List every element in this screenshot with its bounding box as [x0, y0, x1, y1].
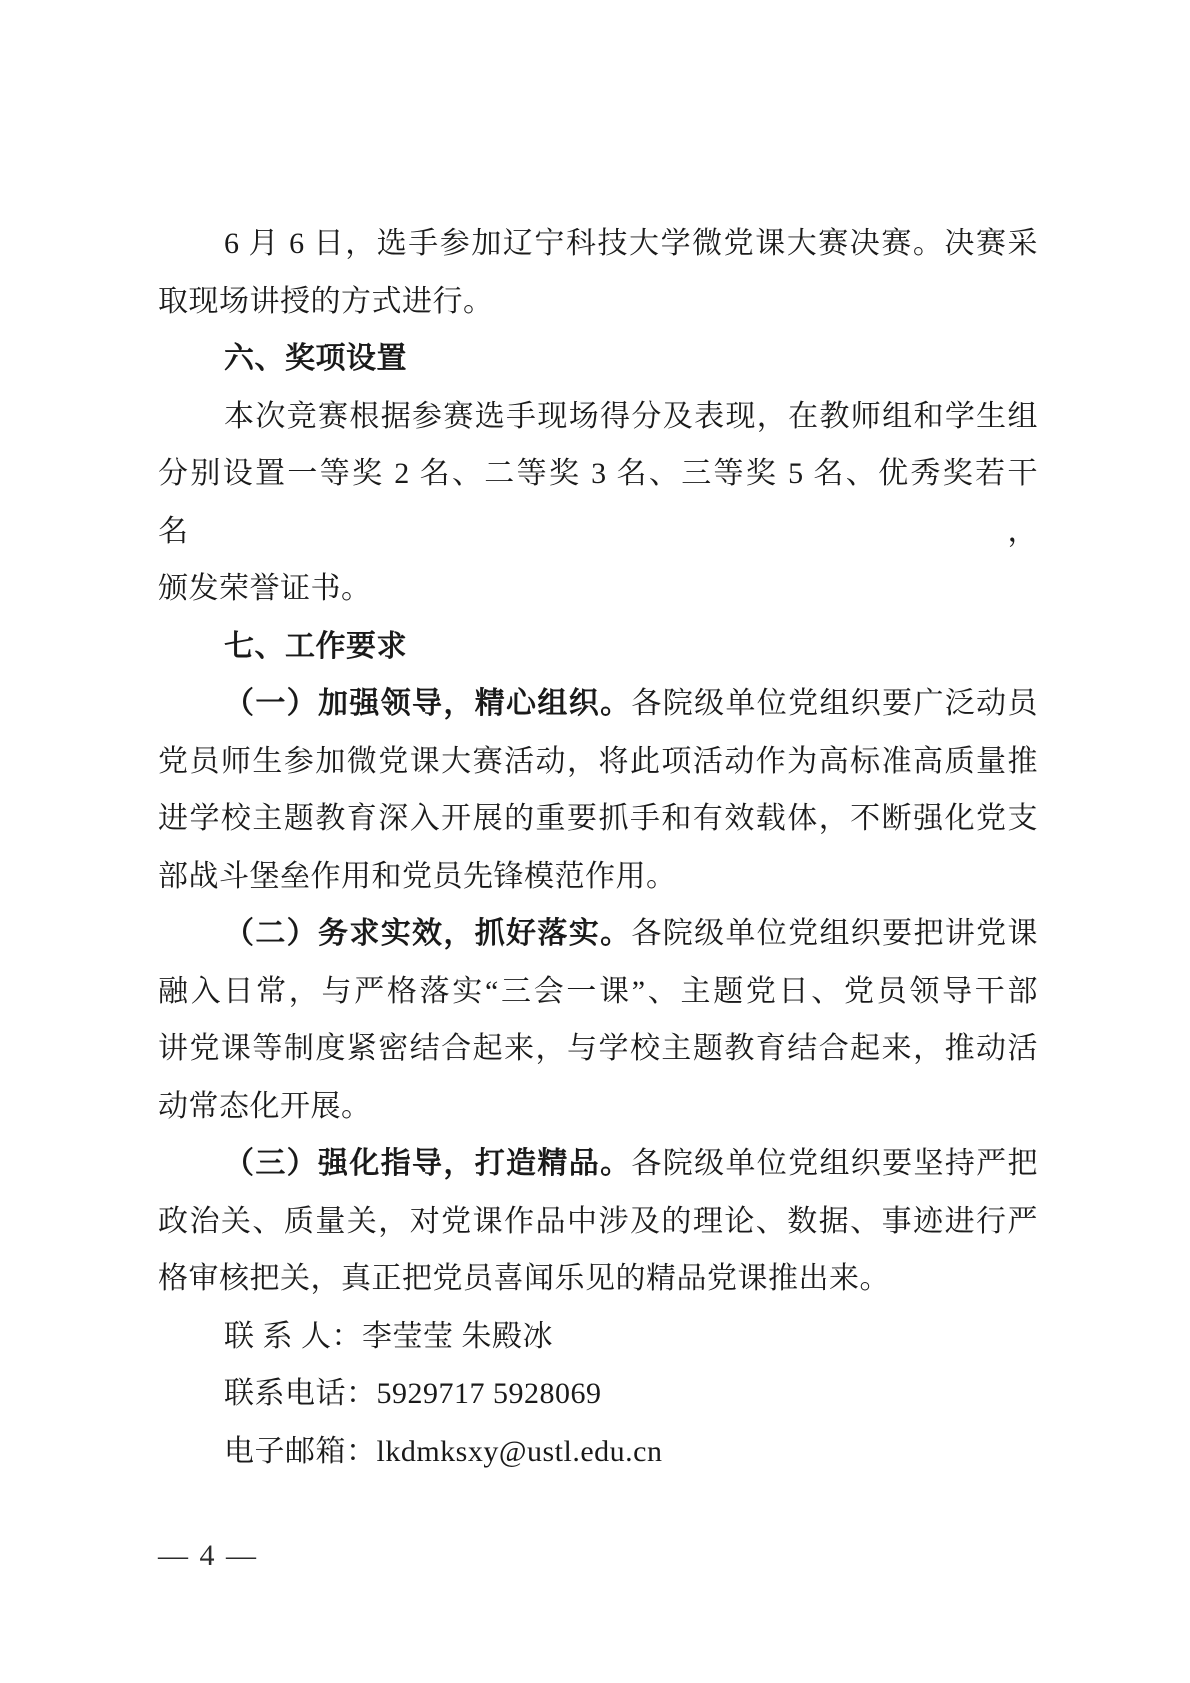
- text-segment: 党员师生参加微党课大赛活动，将此项活动作为高标准高质量推: [158, 744, 1038, 778]
- text-line: [158, 618, 1038, 676]
- bold-text-segment: （三）强化指导，打造精品。: [224, 1147, 632, 1180]
- paragraph: [158, 905, 1038, 1135]
- text-segment: 进学校主题教育深入开展的重要抓手和有效载体，不断强化党支: [158, 802, 1038, 835]
- section-heading: [158, 618, 1038, 676]
- text-line: [158, 1250, 1038, 1308]
- text-line: [158, 1308, 1038, 1366]
- text-segment: 各院级单位党组织要坚持严把: [631, 1147, 1039, 1180]
- text-line: [158, 560, 1038, 618]
- text-line: [158, 388, 1038, 446]
- document-body: [158, 215, 1038, 1480]
- text-segment: 取现场讲授的方式进行。: [158, 284, 494, 318]
- text-segment: 讲党课等制度紧密结合起来，与学校主题教育结合起来，推动活: [158, 1032, 1038, 1065]
- text-line: [158, 1423, 1038, 1481]
- text-line: [158, 905, 1038, 963]
- text-line: [158, 1135, 1038, 1193]
- bold-text-segment: （二）务求实效，抓好落实。: [224, 917, 632, 950]
- paragraph: [158, 215, 1038, 330]
- contact-line: [158, 1423, 1038, 1481]
- contact-line: [158, 1365, 1038, 1423]
- text-segment: 联系电话：5929717 5928069: [224, 1377, 602, 1410]
- text-segment: 本次竞赛根据参赛选手现场得分及表现，在教师组和学生组: [224, 399, 1038, 433]
- text-line: [158, 330, 1038, 388]
- page-number: — 4 —: [158, 1539, 258, 1572]
- text-line: [158, 848, 1038, 906]
- text-line: [158, 963, 1038, 1021]
- text-segment: 分别设置一等奖 2 名、二等奖 3 名、三等奖 5 名、优秀奖若干名，: [158, 457, 1038, 548]
- text-line: [158, 733, 1038, 791]
- text-line: [158, 1193, 1038, 1251]
- text-line: [158, 215, 1038, 273]
- text-line: [158, 273, 1038, 331]
- text-segment: 联 系 人：李莹莹 朱殿冰: [224, 1319, 553, 1353]
- text-segment: 格审核把关，真正把党员喜闻乐见的精品党课推出来。: [158, 1262, 890, 1295]
- text-segment: 政治关、质量关，对党课作品中涉及的理论、数据、事迹进行严: [158, 1204, 1038, 1238]
- text-segment: 动常态化开展。: [158, 1089, 372, 1123]
- text-segment: 颁发荣誉证书。: [158, 572, 372, 605]
- text-line: [158, 790, 1038, 848]
- text-segment: 各院级单位党组织要把讲党课: [631, 917, 1039, 950]
- text-line: [158, 1020, 1038, 1078]
- text-segment: 6 月 6 日，选手参加辽宁科技大学微党课大赛决赛。决赛采: [224, 227, 1038, 260]
- text-segment: 融入日常，与严格落实“三会一课”、主题党日、党员领导干部: [158, 974, 1038, 1008]
- paragraph: [158, 675, 1038, 905]
- section-heading: [158, 330, 1038, 388]
- bold-text-segment: 七、工作要求: [224, 629, 407, 663]
- text-line: [158, 1365, 1038, 1423]
- text-line: [158, 445, 1038, 560]
- text-line: [158, 675, 1038, 733]
- paragraph: [158, 1135, 1038, 1308]
- paragraph: [158, 388, 1038, 618]
- text-line: [158, 1078, 1038, 1136]
- contact-line: [158, 1308, 1038, 1366]
- text-segment: 部战斗堡垒作用和党员先锋模范作用。: [158, 859, 677, 893]
- text-segment: 电子邮箱：lkdmksxy@ustl.edu.cn: [224, 1434, 663, 1468]
- bold-text-segment: （一）加强领导，精心组织。: [224, 687, 632, 720]
- bold-text-segment: 六、奖项设置: [224, 342, 407, 375]
- text-segment: 各院级单位党组织要广泛动员: [631, 687, 1039, 720]
